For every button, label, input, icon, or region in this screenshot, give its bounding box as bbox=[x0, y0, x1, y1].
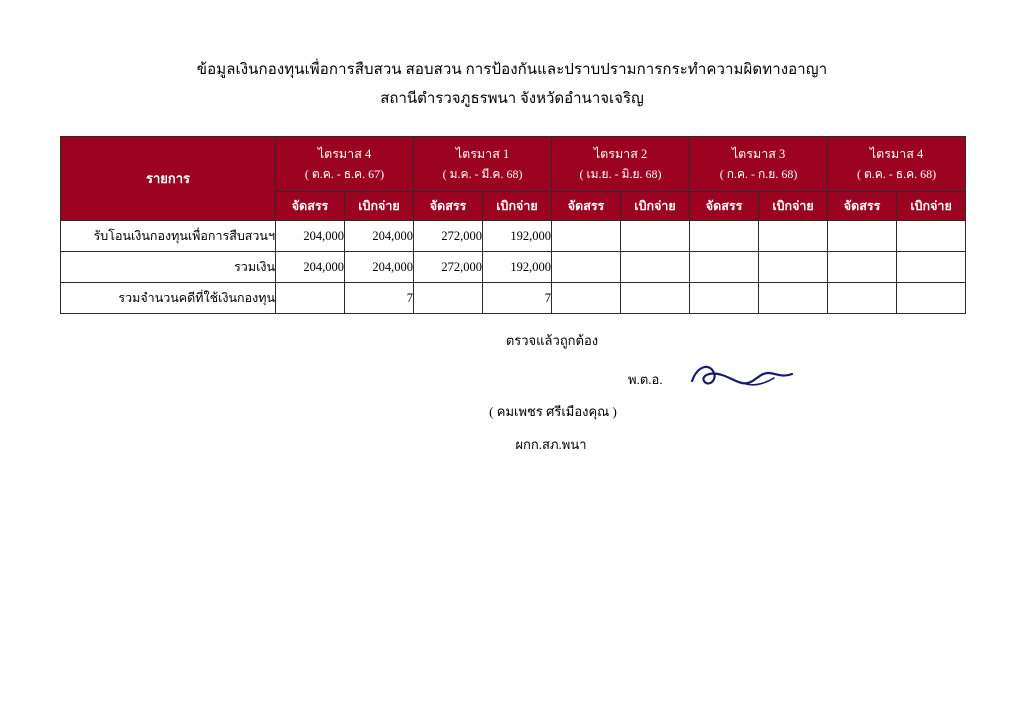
cell-value bbox=[828, 252, 897, 283]
cell-value: 204,000 bbox=[276, 252, 345, 283]
table-row bbox=[61, 283, 966, 314]
row-label: รับโอนเงินกองทุนเพื่อการสืบสวนฯ bbox=[61, 221, 276, 252]
table-body bbox=[61, 221, 966, 314]
signature-line bbox=[40, 363, 1024, 393]
cell-value: 7 bbox=[483, 283, 552, 314]
subheader-allocation-q3: จัดสรร bbox=[552, 192, 621, 221]
cell-value bbox=[897, 283, 966, 314]
quarter-range: ( ก.ค. - ก.ย. 68) bbox=[719, 167, 798, 181]
quarter-name: ไตรมาส 4 bbox=[317, 147, 372, 161]
quarter-name: ไตรมาส 1 bbox=[455, 147, 510, 161]
cell-value bbox=[690, 252, 759, 283]
page-subtitle: สถานีตำรวจภูธรพนา จังหวัดอำนาจเจริญ bbox=[380, 91, 644, 107]
cell-value bbox=[897, 221, 966, 252]
cell-value: 192,000 bbox=[483, 252, 552, 283]
signatory-name: ( คมเพชร ศรีเมืองคุณ ) bbox=[489, 404, 617, 419]
cell-value bbox=[621, 252, 690, 283]
cell-value: 204,000 bbox=[276, 221, 345, 252]
cell-value bbox=[897, 252, 966, 283]
page-title: ข้อมูลเงินกองทุนเพื่อการสืบสวน สอบสวน การป้องกันและปราบปรามการกระทำความผิดทางอาญา bbox=[196, 62, 828, 78]
column-header-quarter-5 bbox=[828, 137, 966, 192]
quarter-range: ( ต.ค. - ธ.ค. 67) bbox=[304, 167, 385, 181]
cell-value bbox=[690, 283, 759, 314]
cell-value: 204,000 bbox=[345, 221, 414, 252]
subheader-disbursement-q5: เบิกจ่าย bbox=[897, 192, 966, 221]
cell-value bbox=[621, 283, 690, 314]
fund-data-table bbox=[60, 136, 966, 314]
table-row bbox=[61, 252, 966, 283]
quarter-range: ( ต.ค. - ธ.ค. 68) bbox=[856, 167, 937, 181]
subheader-allocation-q4: จัดสรร bbox=[690, 192, 759, 221]
column-header-quarter-3 bbox=[552, 137, 690, 192]
cell-value: 7 bbox=[345, 283, 414, 314]
cell-value: 272,000 bbox=[414, 221, 483, 252]
fund-table-wrapper bbox=[60, 136, 964, 314]
subheader-allocation-q1: จัดสรร bbox=[276, 192, 345, 221]
row-label: รวมเงิน bbox=[61, 252, 276, 283]
cell-value bbox=[414, 283, 483, 314]
quarter-name: ไตรมาส 4 bbox=[869, 147, 924, 161]
cell-value bbox=[552, 283, 621, 314]
cell-value bbox=[759, 221, 828, 252]
subheader-disbursement-q3: เบิกจ่าย bbox=[621, 192, 690, 221]
signature-block bbox=[0, 330, 1024, 455]
cell-value: 272,000 bbox=[414, 252, 483, 283]
signature-rank: พ.ต.อ. bbox=[628, 372, 663, 387]
subheader-disbursement-q2: เบิกจ่าย bbox=[483, 192, 552, 221]
subheader-disbursement-q4: เบิกจ่าย bbox=[759, 192, 828, 221]
column-header-item: รายการ bbox=[61, 137, 276, 221]
cell-value bbox=[759, 252, 828, 283]
cell-value: 204,000 bbox=[345, 252, 414, 283]
handwritten-signature bbox=[688, 359, 798, 393]
subheader-allocation-q2: จัดสรร bbox=[414, 192, 483, 221]
cell-value bbox=[690, 221, 759, 252]
column-header-quarter-1 bbox=[276, 137, 414, 192]
cell-value bbox=[759, 283, 828, 314]
table-head bbox=[61, 137, 966, 221]
cell-value bbox=[621, 221, 690, 252]
table-row bbox=[61, 221, 966, 252]
verified-text: ตรวจแล้วถูกต้อง bbox=[505, 333, 599, 348]
quarter-name: ไตรมาส 3 bbox=[731, 147, 786, 161]
quarter-range: ( ม.ค. - มี.ค. 68) bbox=[442, 167, 523, 181]
cell-value bbox=[828, 283, 897, 314]
quarter-range: ( เม.ย. - มิ.ย. 68) bbox=[579, 167, 662, 181]
column-header-quarter-4 bbox=[690, 137, 828, 192]
column-header-quarter-2 bbox=[414, 137, 552, 192]
cell-value bbox=[552, 252, 621, 283]
header-row-quarters bbox=[61, 137, 966, 192]
subheader-disbursement-q1: เบิกจ่าย bbox=[345, 192, 414, 221]
subheader-allocation-q5: จัดสรร bbox=[828, 192, 897, 221]
row-label: รวมจำนวนคดีที่ใช้เงินกองทุน bbox=[61, 283, 276, 314]
quarter-name: ไตรมาส 2 bbox=[593, 147, 648, 161]
signatory-position: ผกก.สภ.พนา bbox=[515, 437, 587, 452]
cell-value bbox=[828, 221, 897, 252]
document-title-block bbox=[0, 0, 1024, 110]
cell-value bbox=[276, 283, 345, 314]
cell-value bbox=[552, 221, 621, 252]
cell-value: 192,000 bbox=[483, 221, 552, 252]
